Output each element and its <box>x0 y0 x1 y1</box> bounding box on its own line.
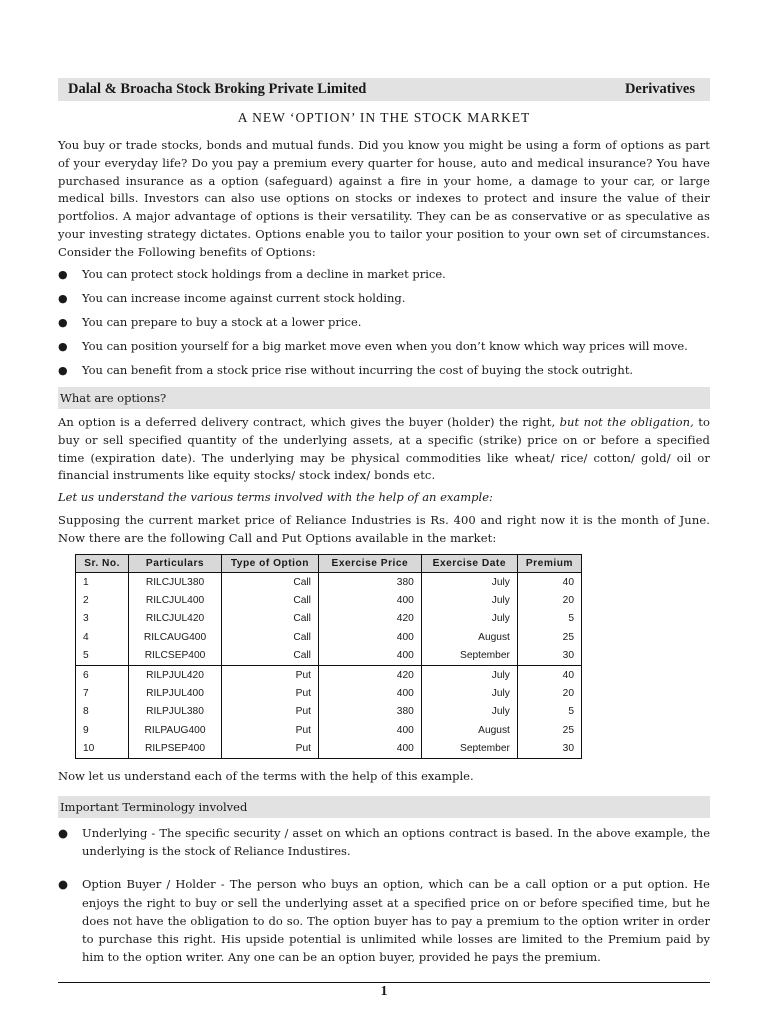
table-cell: August <box>421 721 517 739</box>
table-cell: Put <box>221 703 318 721</box>
table-cell: Call <box>221 573 318 592</box>
table-cell: RILPJUL380 <box>129 703 222 721</box>
table-cell: Call <box>221 647 318 666</box>
terminology-list <box>58 824 710 966</box>
supposing-paragraph: Supposing the current market price of Reliance Industries is Rs. 400 and right now it is the month of June. Now there are the following Call and Put Options available in the market: <box>58 513 710 545</box>
table-cell: 25 <box>517 628 581 646</box>
table-row <box>76 573 582 592</box>
table-cell: September <box>421 740 517 759</box>
bullet-icon: ● <box>58 340 68 353</box>
table-row <box>76 703 582 721</box>
bullet-icon: ● <box>58 316 68 329</box>
section-heading-terminology: Important Terminology involved <box>58 796 710 818</box>
table-cell: RILCJUL400 <box>129 591 222 609</box>
table-cell: RILPJUL400 <box>129 684 222 702</box>
list-item: ● You can benefit from a stock price rise without incurring the cost of buying the stock outright. <box>58 363 634 377</box>
table-cell: RILPJUL420 <box>129 665 222 684</box>
table-cell: 30 <box>517 647 581 666</box>
table-cell: RILPSEP400 <box>129 740 222 759</box>
table-cell: 5 <box>517 703 581 721</box>
table-cell: July <box>421 573 517 592</box>
table-cell: 7 <box>76 684 129 702</box>
list-item: ● Option Buyer / Holder - The person who buys an option, which can be a call option or a put option. He enjoys the right to buy or sell the underlying asset at a specified price on or before specified time, but he does not have the obligation to do so. The option buyer has to pay a premium to the option writer in order to purchase this right. His upside potential is unlimited while losses are limited to the Premium paid by him to the option writer. Any one can be an option buyer, provided he pays the premium. <box>58 877 710 965</box>
table-cell: July <box>421 703 517 721</box>
table-cell: September <box>421 647 517 666</box>
table-row <box>76 740 582 759</box>
table-cell: 400 <box>318 647 421 666</box>
table-header-row <box>76 555 582 573</box>
table-cell: July <box>421 591 517 609</box>
table-cell: 20 <box>517 684 581 702</box>
table-cell: 40 <box>517 573 581 592</box>
column-header: Premium <box>517 555 581 573</box>
footer-divider <box>58 982 710 983</box>
table-cell: 40 <box>517 665 581 684</box>
table-cell: 400 <box>318 684 421 702</box>
table-cell: July <box>421 665 517 684</box>
bullet-icon: ● <box>58 268 68 281</box>
table-cell: Call <box>221 610 318 628</box>
intro-paragraph: You buy or trade stocks, bonds and mutual funds. Did you know you might be using a form of options as part of your everyday life? Do you pay a premium every quarter for house, auto and medical insurance? You have purchased insurance as a option (safeguard) against a fire in your home, a damage to your car, or large medical bills. Investors can also use options on stocks or indexes to protect and insure the value of their portfolios. A major advantage of options is their versatility. They can be as conservative or as speculative as your investing strategy dictates. Options enable you to tailor your position to your own set of circumstances. Consider the Following benefits of Options: <box>58 138 710 259</box>
table-cell: 380 <box>318 703 421 721</box>
table-cell: Put <box>221 684 318 702</box>
list-item: ● You can increase income against current stock holding. <box>58 291 406 305</box>
page-number: 1 <box>380 984 388 999</box>
bullet-icon: ● <box>58 364 68 377</box>
table-cell: 380 <box>318 573 421 592</box>
table-row <box>76 665 582 684</box>
column-header: Particulars <box>129 555 222 573</box>
table-row <box>76 610 582 628</box>
benefits-list <box>58 266 710 386</box>
table-cell: RILCJUL420 <box>129 610 222 628</box>
table-cell: 400 <box>318 721 421 739</box>
list-item: ● You can position yourself for a big market move even when you don’t know which way prices will move. <box>58 339 688 353</box>
table-row <box>76 628 582 646</box>
page-title: A NEW ‘OPTION’ IN THE STOCK MARKET <box>237 110 531 125</box>
table-cell: 420 <box>318 665 421 684</box>
bullet-icon: ● <box>58 826 69 840</box>
table-cell: 2 <box>76 591 129 609</box>
table-cell: 400 <box>318 628 421 646</box>
example-intro: Let us understand the various terms involved with the help of an example: <box>58 490 493 504</box>
section-name: Derivatives <box>624 81 695 97</box>
header-bar <box>58 78 710 101</box>
table-cell: 420 <box>318 610 421 628</box>
table-cell: 4 <box>76 628 129 646</box>
company-name: Dalal & Broacha Stock Broking Private Limited <box>68 81 367 97</box>
column-header: Exercise Price <box>318 555 421 573</box>
column-header: Type of Option <box>221 555 318 573</box>
table-cell: 3 <box>76 610 129 628</box>
column-header: Sr. No. <box>76 555 129 573</box>
options-table <box>75 554 582 759</box>
bullet-icon: ● <box>58 877 69 892</box>
table-cell: 400 <box>318 740 421 759</box>
table-cell: RILCJUL380 <box>129 573 222 592</box>
now-let-us-text: Now let us understand each of the terms with the help of this example. <box>58 769 474 783</box>
table-cell: 20 <box>517 591 581 609</box>
table-cell: RILPAUG400 <box>129 721 222 739</box>
table-cell: Call <box>221 591 318 609</box>
table-cell: 400 <box>318 591 421 609</box>
table-row <box>76 684 582 702</box>
table-cell: August <box>421 628 517 646</box>
table-cell: 8 <box>76 703 129 721</box>
table-row <box>76 647 582 666</box>
table-cell: Put <box>221 665 318 684</box>
table-cell: 30 <box>517 740 581 759</box>
table-cell: July <box>421 610 517 628</box>
table-row <box>76 721 582 739</box>
table-cell: Put <box>221 721 318 739</box>
section-heading-options: What are options? <box>58 387 710 409</box>
column-header: Exercise Date <box>421 555 517 573</box>
table-cell: 9 <box>76 721 129 739</box>
table-cell: 25 <box>517 721 581 739</box>
table-row <box>76 591 582 609</box>
options-definition: An option is a deferred delivery contract, which gives the buyer (holder) the right, but not the obligation, to buy or sell specified quantity of the underlying assets, at a specific (strike) price on or before a specified time (expiration date). The underlying may be physical commodities like wheat/ rice/ cotton/ gold/ oil or financial instruments like equity stocks/ stock index/ bonds etc. <box>58 415 710 483</box>
table-cell: 10 <box>76 740 129 759</box>
table-cell: Call <box>221 628 318 646</box>
table-cell: RILCAUG400 <box>129 628 222 646</box>
table-cell: July <box>421 684 517 702</box>
table-cell: RILCSEP400 <box>129 647 222 666</box>
list-item: ● You can prepare to buy a stock at a lower price. <box>58 315 362 329</box>
table-cell: Put <box>221 740 318 759</box>
list-item: ● Underlying - The specific security / asset on which an options contract is based. In the above example, the underlying is the stock of Reliance Industires. <box>58 826 710 859</box>
table-cell: 6 <box>76 665 129 684</box>
table-cell: 5 <box>76 647 129 666</box>
table-cell: 5 <box>517 610 581 628</box>
table-cell: 1 <box>76 573 129 592</box>
list-item: ● You can protect stock holdings from a decline in market price. <box>58 267 446 281</box>
bullet-icon: ● <box>58 292 68 305</box>
